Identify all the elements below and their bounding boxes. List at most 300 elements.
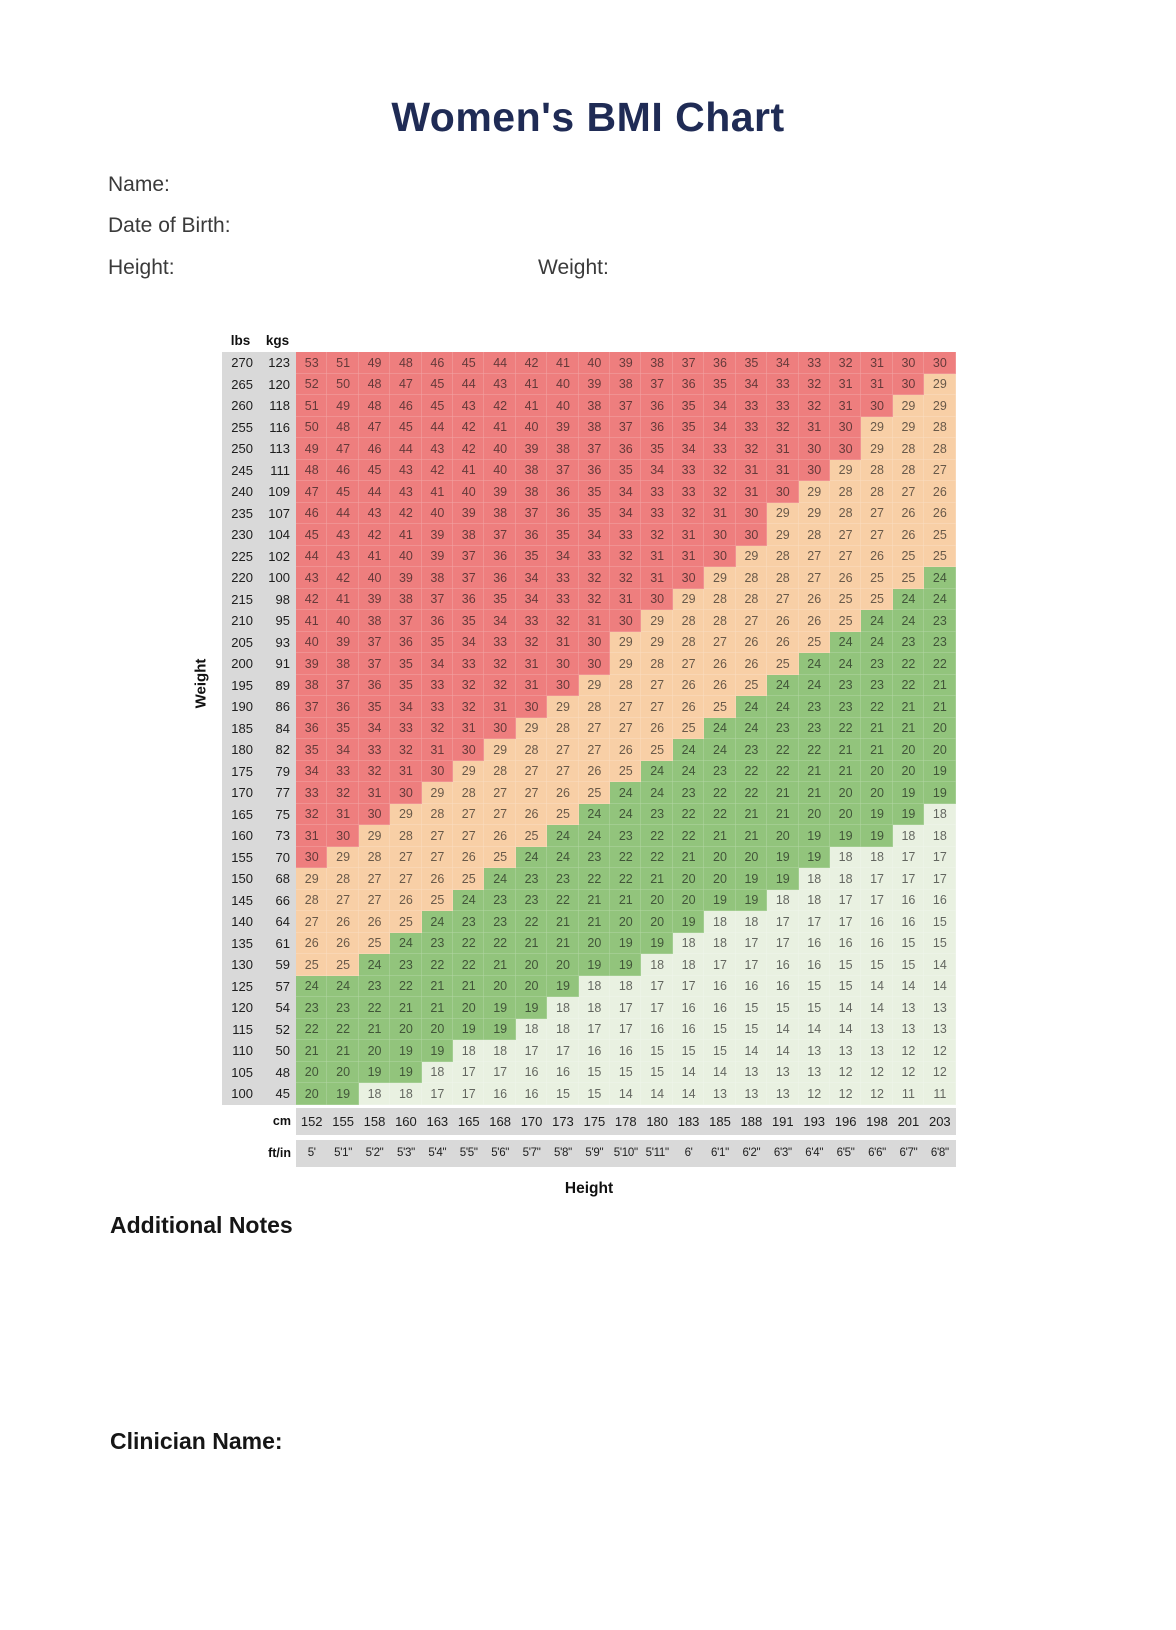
bmi-value-cell: 25 [547, 804, 578, 826]
bmi-value-cell: 25 [861, 567, 892, 589]
bmi-value-cell: 29 [924, 374, 955, 396]
bmi-value-cell: 27 [830, 546, 861, 568]
bmi-value-cell: 16 [767, 976, 798, 998]
bmi-value-cell: 14 [767, 1019, 798, 1041]
bmi-value-cell: 25 [673, 718, 704, 740]
bmi-value-cell: 27 [767, 589, 798, 611]
weight-lbs-cell: 115 [222, 1019, 259, 1041]
height-ftin-cell: 6'8" [924, 1140, 955, 1167]
bmi-value-cell: 24 [736, 696, 767, 718]
bmi-value-cell: 23 [359, 976, 390, 998]
bmi-value-cell: 33 [767, 395, 798, 417]
bmi-value-cell: 34 [327, 739, 358, 761]
bmi-value-cell: 11 [893, 1083, 924, 1105]
bmi-value-cell: 24 [830, 632, 861, 654]
bmi-value-cell: 24 [830, 653, 861, 675]
bmi-value-cell: 17 [736, 954, 767, 976]
bmi-value-cell: 42 [484, 395, 515, 417]
bmi-value-cell: 15 [641, 1040, 672, 1062]
height-ftin-cell: 6'2" [736, 1140, 767, 1167]
weight-kgs-cell: 75 [259, 804, 296, 826]
height-cm-cell: 152 [296, 1108, 327, 1135]
weight-kgs-cell: 109 [259, 481, 296, 503]
height-ftin-cell: 6'6" [861, 1140, 892, 1167]
bmi-value-cell: 30 [641, 589, 672, 611]
bmi-value-cell: 24 [924, 589, 955, 611]
bmi-value-cell: 29 [893, 417, 924, 439]
bmi-value-cell: 19 [861, 825, 892, 847]
bmi-value-cell: 32 [516, 632, 547, 654]
bmi-value-cell: 37 [579, 438, 610, 460]
bmi-value-cell: 30 [422, 761, 453, 783]
bmi-value-cell: 26 [736, 632, 767, 654]
bmi-value-cell: 16 [673, 997, 704, 1019]
bmi-value-cell: 15 [704, 1040, 735, 1062]
bmi-value-cell: 27 [484, 782, 515, 804]
bmi-value-cell: 24 [359, 954, 390, 976]
height-ftin-cell: 5'8" [547, 1140, 578, 1167]
bmi-value-cell: 39 [579, 374, 610, 396]
bmi-value-cell: 17 [453, 1062, 484, 1084]
bmi-value-cell: 24 [799, 675, 830, 697]
bmi-value-cell: 22 [422, 954, 453, 976]
bmi-value-cell: 36 [579, 460, 610, 482]
bmi-value-cell: 22 [610, 847, 641, 869]
bmi-value-cell: 21 [736, 825, 767, 847]
weight-lbs-cell: 125 [222, 976, 259, 998]
bmi-value-cell: 20 [893, 739, 924, 761]
bmi-value-cell: 24 [390, 933, 421, 955]
bmi-value-cell: 35 [296, 739, 327, 761]
weight-lbs-cell: 230 [222, 524, 259, 546]
kgs-header: kgs [265, 333, 290, 348]
bmi-value-cell: 39 [422, 524, 453, 546]
bmi-value-cell: 17 [610, 997, 641, 1019]
bmi-value-cell: 25 [641, 739, 672, 761]
bmi-value-cell: 41 [296, 610, 327, 632]
bmi-value-cell: 34 [610, 503, 641, 525]
bmi-value-cell: 27 [390, 847, 421, 869]
bmi-value-cell: 40 [484, 460, 515, 482]
bmi-value-cell: 23 [516, 890, 547, 912]
bmi-value-cell: 28 [516, 739, 547, 761]
bmi-value-cell: 18 [924, 825, 955, 847]
bmi-value-cell: 12 [893, 1062, 924, 1084]
weight-kgs-cell: 93 [259, 632, 296, 654]
bmi-value-cell: 36 [327, 696, 358, 718]
bmi-value-cell: 41 [422, 481, 453, 503]
bmi-value-cell: 44 [453, 374, 484, 396]
bmi-value-cell: 22 [579, 868, 610, 890]
bmi-value-cell: 45 [327, 481, 358, 503]
bmi-value-cell: 49 [327, 395, 358, 417]
bmi-value-cell: 24 [610, 782, 641, 804]
bmi-value-cell: 36 [704, 352, 735, 374]
bmi-value-cell: 21 [704, 825, 735, 847]
bmi-value-cell: 20 [861, 761, 892, 783]
bmi-value-cell: 51 [327, 352, 358, 374]
bmi-value-cell: 25 [861, 589, 892, 611]
bmi-value-cell: 19 [484, 997, 515, 1019]
bmi-value-cell: 24 [799, 653, 830, 675]
bmi-row [222, 761, 956, 783]
weight-lbs-cell: 195 [222, 675, 259, 697]
bmi-value-cell: 29 [327, 847, 358, 869]
bmi-value-cell: 24 [673, 739, 704, 761]
bmi-value-cell: 34 [579, 524, 610, 546]
bmi-value-cell: 24 [453, 890, 484, 912]
bmi-value-cell: 30 [799, 460, 830, 482]
bmi-value-cell: 42 [390, 503, 421, 525]
bmi-value-cell: 33 [641, 481, 672, 503]
bmi-value-cell: 40 [296, 632, 327, 654]
bmi-value-cell: 37 [484, 524, 515, 546]
bmi-value-cell: 30 [516, 696, 547, 718]
bmi-value-cell: 39 [484, 481, 515, 503]
bmi-value-cell: 35 [390, 675, 421, 697]
bmi-value-cell: 24 [296, 976, 327, 998]
bmi-value-cell: 30 [610, 610, 641, 632]
bmi-value-cell: 36 [516, 524, 547, 546]
weight-lbs-cell: 190 [222, 696, 259, 718]
bmi-value-cell: 21 [767, 782, 798, 804]
bmi-value-cell: 21 [893, 718, 924, 740]
bmi-value-cell: 20 [296, 1062, 327, 1084]
bmi-value-cell: 25 [296, 954, 327, 976]
weight-lbs-cell: 250 [222, 438, 259, 460]
bmi-value-cell: 40 [453, 481, 484, 503]
bmi-value-cell: 14 [799, 1019, 830, 1041]
bmi-value-cell: 48 [327, 417, 358, 439]
bmi-value-cell: 28 [799, 524, 830, 546]
bmi-value-cell: 27 [610, 718, 641, 740]
weight-lbs-cell: 220 [222, 567, 259, 589]
bmi-value-cell: 27 [830, 524, 861, 546]
bmi-value-cell: 32 [579, 589, 610, 611]
bmi-table [222, 318, 956, 1167]
bmi-value-cell: 40 [579, 352, 610, 374]
bmi-value-cell: 23 [767, 718, 798, 740]
bmi-value-cell: 29 [799, 481, 830, 503]
bmi-value-cell: 16 [799, 954, 830, 976]
bmi-value-cell: 24 [641, 782, 672, 804]
bmi-value-cell: 29 [893, 395, 924, 417]
bmi-value-cell: 36 [453, 589, 484, 611]
bmi-value-cell: 18 [736, 911, 767, 933]
bmi-value-cell: 15 [924, 911, 955, 933]
bmi-value-cell: 23 [830, 696, 861, 718]
bmi-value-cell: 17 [422, 1083, 453, 1105]
bmi-value-cell: 22 [673, 825, 704, 847]
bmi-value-cell: 35 [673, 417, 704, 439]
bmi-value-cell: 20 [704, 868, 735, 890]
bmi-value-cell: 17 [830, 890, 861, 912]
bmi-value-cell: 38 [296, 675, 327, 697]
bmi-row [222, 374, 956, 396]
bmi-value-cell: 13 [767, 1083, 798, 1105]
bmi-value-cell: 28 [453, 782, 484, 804]
weight-kgs-cell: 77 [259, 782, 296, 804]
bmi-value-cell: 25 [610, 761, 641, 783]
bmi-value-cell: 43 [453, 395, 484, 417]
bmi-value-cell: 20 [861, 782, 892, 804]
bmi-value-cell: 28 [359, 847, 390, 869]
bmi-value-cell: 49 [359, 352, 390, 374]
bmi-row [222, 804, 956, 826]
bmi-value-cell: 33 [516, 610, 547, 632]
bmi-value-cell: 27 [893, 481, 924, 503]
bmi-value-cell: 37 [327, 675, 358, 697]
bmi-row [222, 567, 956, 589]
bmi-value-cell: 34 [767, 352, 798, 374]
bmi-value-cell: 39 [296, 653, 327, 675]
bmi-value-cell: 18 [579, 997, 610, 1019]
bmi-value-cell: 19 [359, 1062, 390, 1084]
bmi-value-cell: 20 [704, 847, 735, 869]
bmi-value-cell: 41 [547, 352, 578, 374]
bmi-value-cell: 15 [830, 976, 861, 998]
bmi-value-cell: 29 [641, 610, 672, 632]
bmi-value-cell: 45 [296, 524, 327, 546]
bmi-row [222, 825, 956, 847]
height-cm-cell: 173 [547, 1108, 578, 1135]
bmi-value-cell: 24 [547, 825, 578, 847]
bmi-value-cell: 25 [893, 546, 924, 568]
bmi-row [222, 460, 956, 482]
bmi-value-cell: 28 [704, 589, 735, 611]
bmi-value-cell: 28 [767, 546, 798, 568]
bmi-value-cell: 16 [924, 890, 955, 912]
height-cm-cell: 178 [610, 1108, 641, 1135]
bmi-value-cell: 26 [673, 696, 704, 718]
bmi-value-cell: 29 [767, 503, 798, 525]
bmi-value-cell: 18 [610, 976, 641, 998]
bmi-row [222, 847, 956, 869]
bmi-value-cell: 16 [516, 1062, 547, 1084]
bmi-value-cell: 18 [830, 847, 861, 869]
bmi-value-cell: 31 [736, 460, 767, 482]
bmi-value-cell: 17 [673, 976, 704, 998]
height-cm-cell: 185 [704, 1108, 735, 1135]
bmi-value-cell: 20 [579, 933, 610, 955]
bmi-value-cell: 25 [736, 675, 767, 697]
bmi-value-cell: 42 [453, 438, 484, 460]
bmi-value-cell: 27 [704, 632, 735, 654]
bmi-value-cell: 22 [861, 696, 892, 718]
bmi-value-cell: 20 [547, 954, 578, 976]
bmi-row [222, 933, 956, 955]
bmi-value-cell: 27 [799, 567, 830, 589]
bmi-value-cell: 13 [893, 1019, 924, 1041]
height-ftin-cell: 6'3" [767, 1140, 798, 1167]
bmi-value-cell: 21 [924, 696, 955, 718]
bmi-value-cell: 29 [861, 417, 892, 439]
bmi-value-cell: 23 [484, 911, 515, 933]
bmi-value-cell: 32 [453, 675, 484, 697]
bmi-value-cell: 44 [484, 352, 515, 374]
bmi-value-cell: 18 [390, 1083, 421, 1105]
bmi-value-cell: 18 [422, 1062, 453, 1084]
bmi-value-cell: 30 [484, 718, 515, 740]
bmi-value-cell: 25 [830, 589, 861, 611]
bmi-value-cell: 16 [610, 1040, 641, 1062]
bmi-value-cell: 32 [736, 438, 767, 460]
bmi-value-cell: 29 [830, 460, 861, 482]
bmi-value-cell: 19 [704, 890, 735, 912]
bmi-value-cell: 28 [484, 761, 515, 783]
bmi-value-cell: 27 [579, 718, 610, 740]
bmi-row [222, 352, 956, 374]
bmi-value-cell: 33 [296, 782, 327, 804]
bmi-value-cell: 25 [579, 782, 610, 804]
bmi-value-cell: 19 [799, 847, 830, 869]
bmi-value-cell: 19 [893, 804, 924, 826]
weight-lbs-cell: 205 [222, 632, 259, 654]
height-cm-cell: 188 [736, 1108, 767, 1135]
bmi-value-cell: 27 [453, 825, 484, 847]
bmi-value-cell: 15 [799, 997, 830, 1019]
bmi-value-cell: 29 [359, 825, 390, 847]
bmi-value-cell: 17 [893, 847, 924, 869]
bmi-value-cell: 18 [830, 868, 861, 890]
weight-kgs-cell: 84 [259, 718, 296, 740]
bmi-value-cell: 36 [610, 438, 641, 460]
bmi-value-cell: 15 [736, 997, 767, 1019]
bmi-value-cell: 30 [893, 374, 924, 396]
bmi-value-cell: 22 [767, 739, 798, 761]
bmi-value-cell: 20 [799, 804, 830, 826]
bmi-row [222, 546, 956, 568]
bmi-value-cell: 42 [453, 417, 484, 439]
bmi-value-cell: 48 [359, 374, 390, 396]
weight-kgs-cell: 50 [259, 1040, 296, 1062]
bmi-value-cell: 15 [861, 954, 892, 976]
height-ftin-row [222, 1140, 956, 1167]
weight-lbs-cell: 265 [222, 374, 259, 396]
bmi-value-cell: 13 [893, 997, 924, 1019]
weight-lbs-cell: 270 [222, 352, 259, 374]
bmi-value-cell: 20 [453, 997, 484, 1019]
bmi-value-cell: 31 [767, 438, 798, 460]
bmi-value-cell: 27 [861, 503, 892, 525]
bmi-value-cell: 37 [673, 352, 704, 374]
bmi-row [222, 632, 956, 654]
weight-kgs-cell: 82 [259, 739, 296, 761]
bmi-value-cell: 32 [484, 653, 515, 675]
bmi-value-cell: 17 [861, 890, 892, 912]
bmi-value-cell: 35 [579, 503, 610, 525]
bmi-value-cell: 42 [516, 352, 547, 374]
bmi-value-cell: 22 [453, 933, 484, 955]
bmi-value-cell: 38 [610, 374, 641, 396]
bmi-value-cell: 21 [453, 976, 484, 998]
bmi-value-cell: 13 [861, 1040, 892, 1062]
ftin-label: ft/in [259, 1140, 296, 1167]
bmi-value-cell: 28 [830, 481, 861, 503]
bmi-value-cell: 18 [579, 976, 610, 998]
bmi-value-cell: 33 [547, 567, 578, 589]
bmi-value-cell: 15 [893, 933, 924, 955]
bmi-value-cell: 24 [893, 589, 924, 611]
bmi-value-cell: 28 [673, 610, 704, 632]
bmi-value-cell: 19 [610, 954, 641, 976]
bmi-value-cell: 20 [641, 890, 672, 912]
height-ftin-cell: 6'5" [830, 1140, 861, 1167]
bmi-value-cell: 30 [736, 503, 767, 525]
bmi-value-cell: 30 [799, 438, 830, 460]
bmi-value-cell: 27 [579, 739, 610, 761]
bmi-value-cell: 29 [516, 718, 547, 740]
bmi-value-cell: 14 [830, 997, 861, 1019]
bmi-value-cell: 27 [422, 825, 453, 847]
height-ftin-cell: 6' [673, 1140, 704, 1167]
weight-lbs-cell: 130 [222, 954, 259, 976]
bmi-value-cell: 19 [327, 1083, 358, 1105]
bmi-value-cell: 45 [359, 460, 390, 482]
bmi-value-cell: 15 [736, 1019, 767, 1041]
bmi-value-cell: 32 [704, 481, 735, 503]
height-cm-cell: 175 [579, 1108, 610, 1135]
bmi-value-cell: 34 [516, 567, 547, 589]
bmi-value-cell: 17 [641, 976, 672, 998]
bmi-value-cell: 23 [893, 632, 924, 654]
bmi-value-cell: 27 [359, 868, 390, 890]
bmi-value-cell: 27 [736, 610, 767, 632]
bmi-value-cell: 13 [924, 997, 955, 1019]
bmi-value-cell: 33 [579, 546, 610, 568]
bmi-value-cell: 25 [924, 524, 955, 546]
bmi-value-cell: 23 [422, 933, 453, 955]
bmi-value-cell: 32 [327, 782, 358, 804]
bmi-value-cell: 20 [516, 976, 547, 998]
weight-kgs-cell: 123 [259, 352, 296, 374]
bmi-value-cell: 17 [736, 933, 767, 955]
bmi-value-cell: 33 [547, 589, 578, 611]
bmi-value-cell: 34 [547, 546, 578, 568]
bmi-value-cell: 17 [767, 911, 798, 933]
bmi-value-cell: 12 [799, 1083, 830, 1105]
bmi-value-cell: 47 [327, 438, 358, 460]
bmi-value-cell: 29 [704, 567, 735, 589]
bmi-value-cell: 40 [359, 567, 390, 589]
bmi-value-cell: 21 [830, 739, 861, 761]
bmi-value-cell: 21 [861, 718, 892, 740]
bmi-value-cell: 16 [861, 933, 892, 955]
height-ftin-cell: 5'9" [579, 1140, 610, 1167]
bmi-value-cell: 16 [893, 890, 924, 912]
bmi-value-cell: 29 [610, 632, 641, 654]
bmi-value-cell: 42 [327, 567, 358, 589]
bmi-value-cell: 33 [704, 438, 735, 460]
bmi-value-cell: 17 [799, 911, 830, 933]
bmi-value-cell: 46 [327, 460, 358, 482]
bmi-value-cell: 31 [767, 460, 798, 482]
bmi-value-cell: 28 [579, 696, 610, 718]
bmi-value-cell: 29 [673, 589, 704, 611]
weight-kgs-cell: 59 [259, 954, 296, 976]
bmi-value-cell: 23 [830, 675, 861, 697]
bmi-value-cell: 17 [704, 954, 735, 976]
bmi-value-cell: 29 [453, 761, 484, 783]
bmi-value-cell: 21 [579, 911, 610, 933]
bmi-value-cell: 21 [673, 847, 704, 869]
bmi-value-cell: 31 [547, 632, 578, 654]
bmi-value-cell: 32 [453, 696, 484, 718]
bmi-value-cell: 41 [359, 546, 390, 568]
bmi-value-cell: 27 [547, 739, 578, 761]
height-cm-cell: 168 [484, 1108, 515, 1135]
bmi-value-cell: 30 [673, 567, 704, 589]
